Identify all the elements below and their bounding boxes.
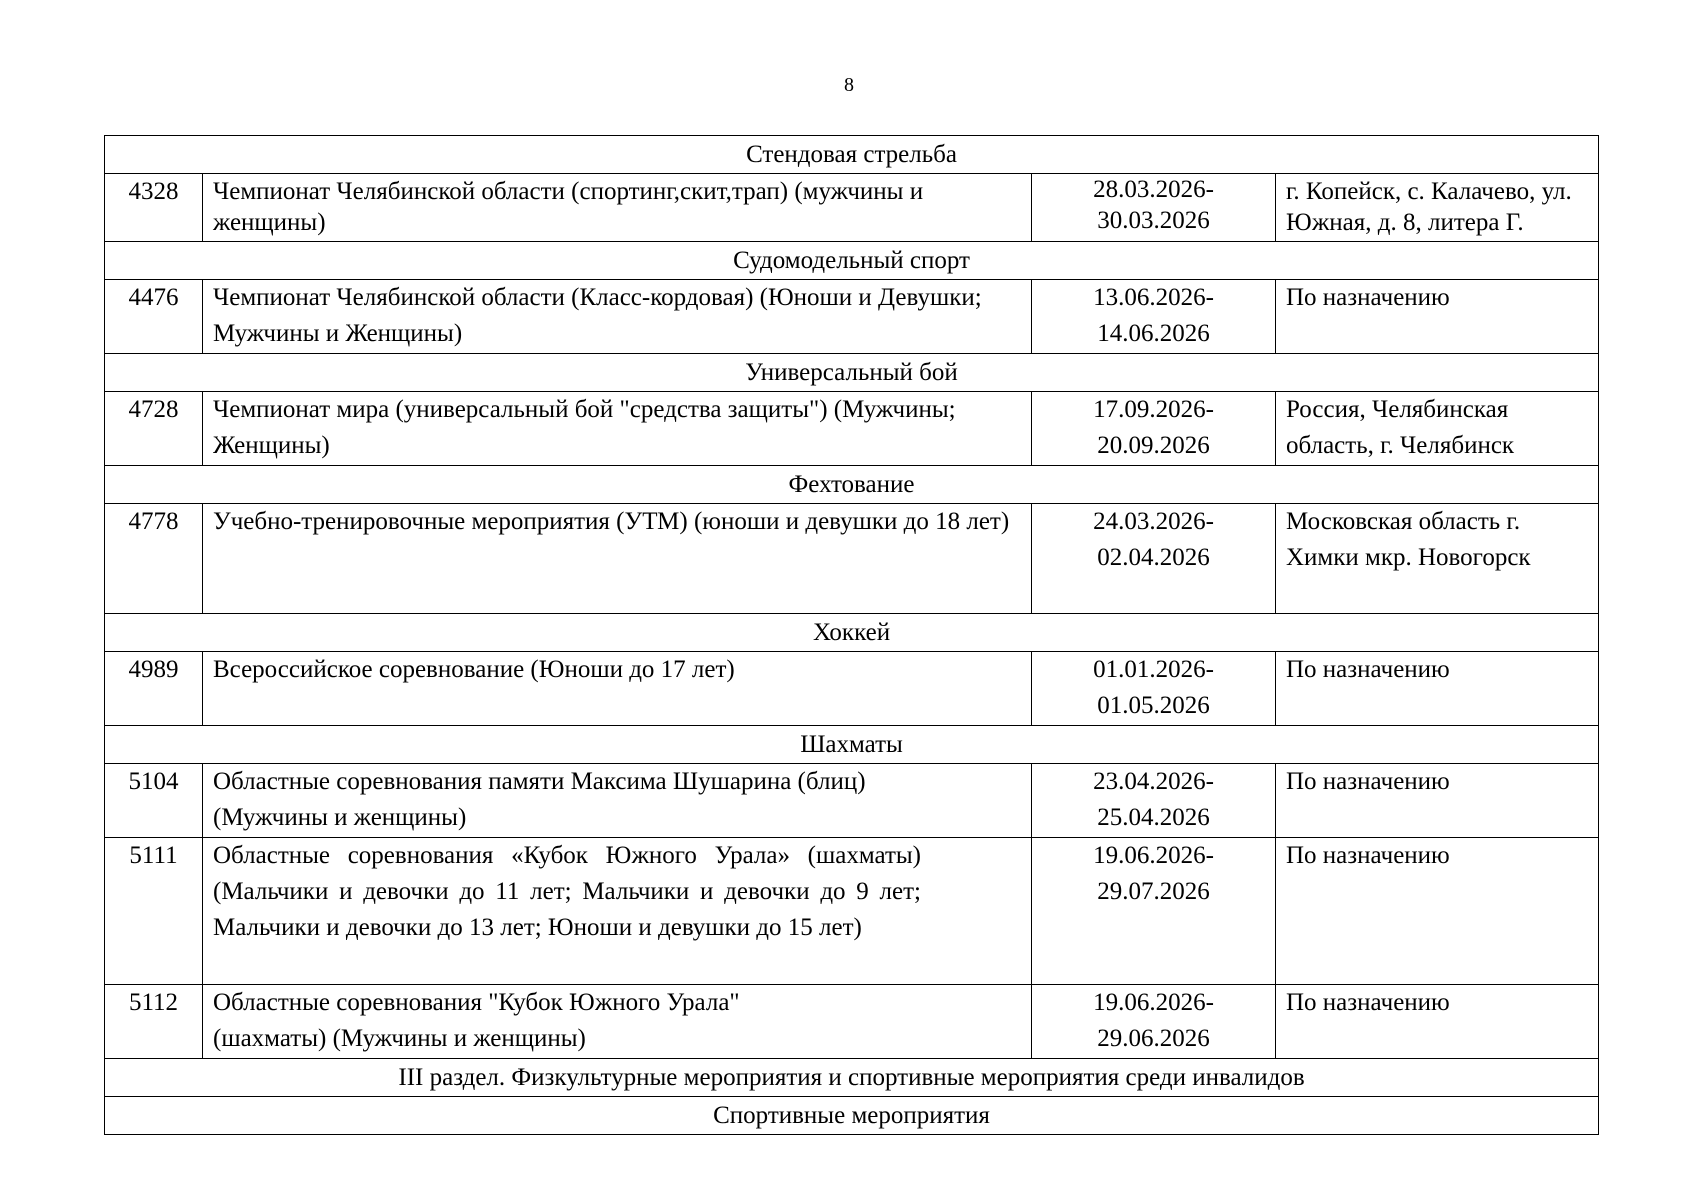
- section-header-row: [105, 242, 1599, 280]
- table-row: [105, 174, 1599, 242]
- section-header-row: [105, 726, 1599, 764]
- event-dates: [1032, 838, 1276, 985]
- event-place: Московская область г. Химки мкр. Новогорск: [1276, 504, 1599, 614]
- subsection-heading: Спортивные мероприятия: [105, 1097, 1599, 1135]
- table-row: [105, 985, 1599, 1059]
- event-dates: [1032, 392, 1276, 466]
- event-number: 4778: [105, 504, 203, 614]
- event-dates: [1032, 652, 1276, 726]
- event-number: 5112: [105, 985, 203, 1059]
- event-place: По назначению: [1276, 764, 1599, 838]
- table-row: [105, 504, 1599, 614]
- date-start: 19.06.2026-: [1093, 989, 1214, 1016]
- section-title: Хоккей: [105, 614, 1599, 652]
- part-heading-row: [105, 1059, 1599, 1097]
- date-end: 14.06.2026: [1097, 320, 1210, 347]
- event-number: 5111: [105, 838, 203, 985]
- event-place: По назначению: [1276, 280, 1599, 354]
- section-header-row: [105, 614, 1599, 652]
- date-end: 25.04.2026: [1097, 804, 1210, 831]
- event-number: 4328: [105, 174, 203, 242]
- event-title: Чемпионат мира (универсальный бой "средства защиты") (Мужчины; Женщины): [203, 392, 1032, 466]
- event-number: 4728: [105, 392, 203, 466]
- event-place: Россия, Челябинская область, г. Челябинск: [1276, 392, 1599, 466]
- section-header-row: [105, 466, 1599, 504]
- event-dates: [1032, 985, 1276, 1059]
- date-end: 01.05.2026: [1097, 692, 1210, 719]
- event-place: По назначению: [1276, 838, 1599, 985]
- date-end: 30.03.2026: [1097, 207, 1210, 234]
- section-title: Универсальный бой: [105, 354, 1599, 392]
- date-end: 29.06.2026: [1097, 1025, 1210, 1052]
- table-row: [105, 838, 1599, 985]
- subsection-heading-row: [105, 1097, 1599, 1135]
- event-number: 4476: [105, 280, 203, 354]
- event-dates: [1032, 280, 1276, 354]
- event-title: Всероссийское соревнование (Юноши до 17 лет): [203, 652, 1032, 726]
- date-end: 20.09.2026: [1097, 432, 1210, 459]
- event-title: Чемпионат Челябинской области (Класс-кордовая) (Юноши и Девушки; Мужчины и Женщины): [203, 280, 1032, 354]
- table-row: [105, 764, 1599, 838]
- date-start: 24.03.2026-: [1093, 508, 1214, 535]
- event-title: Областные соревнования «Кубок Южного Урала» (шахматы) (Мальчики и девочки до 11 лет; Мальчики и девочки до 9 лет; Мальчики и девочки до 13 лет; Юноши и девушки до 15 лет): [203, 838, 1032, 985]
- event-title: Учебно-тренировочные мероприятия (УТМ) (юноши и девушки до 18 лет): [203, 504, 1032, 614]
- event-number: 5104: [105, 764, 203, 838]
- event-dates: [1032, 504, 1276, 614]
- section-title: Фехтование: [105, 466, 1599, 504]
- table-row: [105, 652, 1599, 726]
- table-row: [105, 280, 1599, 354]
- section-title: Судомодельный спорт: [105, 242, 1599, 280]
- date-end: 29.07.2026: [1097, 878, 1210, 905]
- event-dates: [1032, 764, 1276, 838]
- date-start: 28.03.2026-: [1093, 176, 1214, 203]
- table-row: [105, 392, 1599, 466]
- event-title: Областные соревнования памяти Максима Шушарина (блиц) (Мужчины и женщины): [203, 764, 1032, 838]
- date-start: 01.01.2026-: [1093, 656, 1214, 683]
- event-dates: [1032, 174, 1276, 242]
- event-place: По назначению: [1276, 652, 1599, 726]
- date-start: 19.06.2026-: [1093, 842, 1214, 869]
- events-table: [104, 135, 1599, 1135]
- section-header-row: [105, 136, 1599, 174]
- date-end: 02.04.2026: [1097, 544, 1210, 571]
- section-title: Стендовая стрельба: [105, 136, 1599, 174]
- date-start: 23.04.2026-: [1093, 768, 1214, 795]
- section-title: Шахматы: [105, 726, 1599, 764]
- page-number: 8: [844, 74, 854, 96]
- event-place: г. Копейск, с. Калачево, ул. Южная, д. 8, литера Г.: [1276, 174, 1599, 242]
- section-header-row: [105, 354, 1599, 392]
- event-title: Областные соревнования "Кубок Южного Урала" (шахматы) (Мужчины и женщины): [203, 985, 1032, 1059]
- event-number: 4989: [105, 652, 203, 726]
- event-place: По назначению: [1276, 985, 1599, 1059]
- part-heading: III раздел. Физкультурные мероприятия и спортивные мероприятия среди инвалидов: [105, 1059, 1599, 1097]
- event-title: Чемпионат Челябинской области (спортинг,скит,трап) (мужчины и женщины): [203, 174, 1032, 242]
- date-start: 17.09.2026-: [1093, 396, 1214, 423]
- date-start: 13.06.2026-: [1093, 284, 1214, 311]
